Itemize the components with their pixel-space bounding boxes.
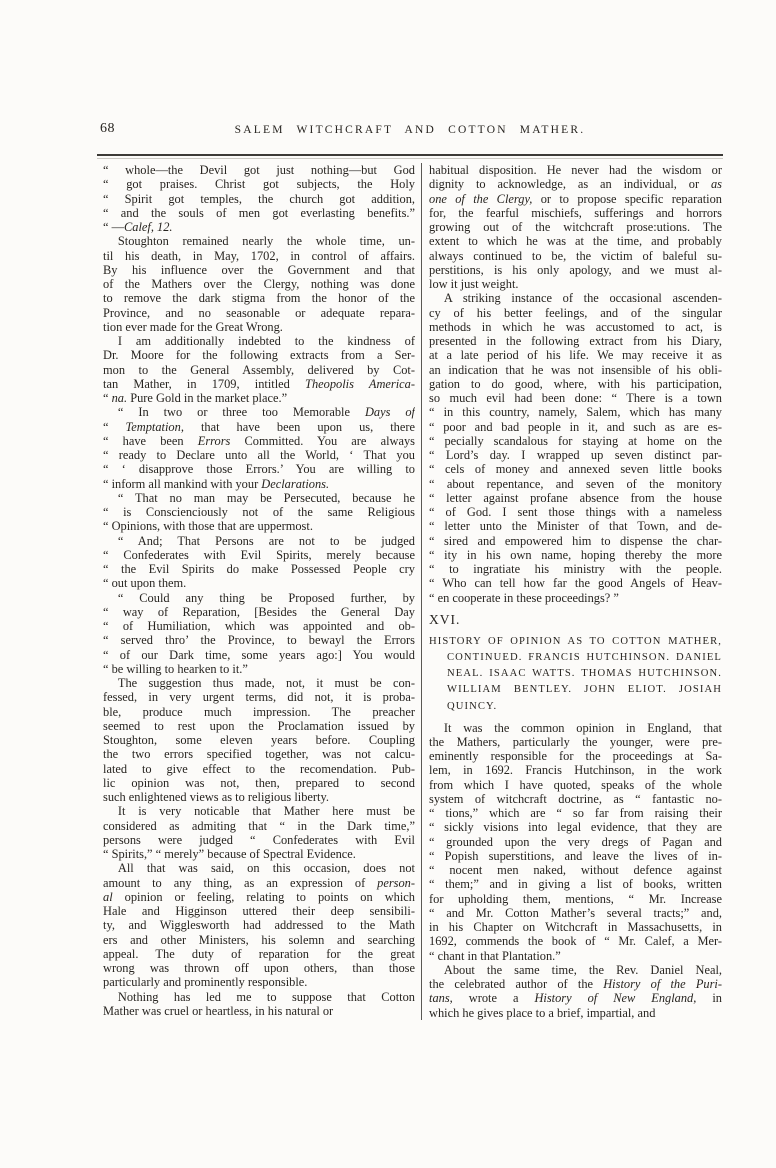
text-line <box>103 733 415 747</box>
text-line <box>103 1004 415 1018</box>
text-span: always continued to be, the victim of baleful su- <box>429 248 722 263</box>
text-span: About the same time, the Rev. Daniel Neal, <box>443 962 722 977</box>
text-span: ers and other Ministers, his solemn and searching <box>103 932 415 947</box>
text-span: appeal. The duty of reparation for the great <box>103 946 415 961</box>
text-span: in <box>696 991 722 1006</box>
text-line <box>103 291 415 305</box>
text-line <box>103 448 415 462</box>
text-span: HISTORY OF OPINION AS TO COTTON MATHER, <box>429 635 722 647</box>
text-line <box>103 690 415 704</box>
text-span: the Mathers, particularly the younger, were pre- <box>429 734 722 749</box>
text-line <box>429 562 722 576</box>
text-span: Province, and no seasonable or adequate repara- <box>103 305 415 320</box>
text-span: ty, and Wigglesworth had addressed to the Math <box>103 918 415 933</box>
text-span: dignity to acknowledge, as an individual, or <box>429 177 711 192</box>
text-span: “ Confederates with Evil Spirits, merely because <box>103 547 415 562</box>
italic-text: History of New England, <box>534 991 697 1006</box>
text-span: of the Mathers over the Clergy, nothing was done <box>103 277 415 291</box>
text-span: “ about repentance, and seven of the monitory <box>429 476 722 491</box>
text-span: “ sickly visions into legal evidence, that they are <box>429 820 722 835</box>
text-line <box>103 206 415 220</box>
text-line <box>429 778 722 792</box>
text-line <box>103 847 415 861</box>
text-span: in his Chapter on Witchcraft in Massachusetts, in <box>429 920 722 935</box>
text-span: presented in the following extract from his Diary, <box>429 334 722 348</box>
text-line <box>429 177 722 191</box>
text-span: lic opinion was not, then, prepared to second <box>103 775 415 790</box>
text-span: perstitions, is his only apology, and we must al- <box>429 262 722 277</box>
text-line <box>103 890 415 904</box>
text-span: gation to do good, where, with his participation, <box>429 376 722 391</box>
text-line <box>103 249 415 263</box>
text-span: “ Who can tell how far the good Angels of Heav- <box>429 576 722 591</box>
paragraph <box>429 963 722 1020</box>
text-line <box>103 334 415 348</box>
text-line <box>103 790 415 804</box>
text-line <box>103 220 415 234</box>
text-line <box>429 650 722 666</box>
text-span: habitual disposition. He never had the wisdom or <box>429 163 722 177</box>
text-span: “ Popish superstitions, and leave the lives of in- <box>429 848 722 863</box>
text-span: the celebrated author of the <box>429 977 604 992</box>
text-span: Mather was cruel or heartless, in his natural or <box>103 1003 334 1018</box>
text-span: A striking instance of the occasional ascenden- <box>443 291 722 306</box>
text-line <box>103 918 415 932</box>
text-span: “ the Evil Spirits do make Possessed People cry <box>103 562 415 576</box>
text-line <box>103 804 415 818</box>
text-line <box>429 491 722 505</box>
text-line <box>429 682 722 698</box>
text-span: I am additionally indebted to the kindness of <box>117 334 415 348</box>
header-rule-echo <box>97 158 723 159</box>
text-line <box>103 961 415 975</box>
text-span: “ way of Reparation, [Besides the General Day <box>103 604 415 619</box>
text-span: CONTINUED. FRANCIS HUTCHINSON. DANIEL <box>447 651 722 663</box>
quote-paragraph <box>103 591 415 677</box>
text-span: tion ever made for the Great Wrong. <box>103 319 283 334</box>
text-line <box>103 405 415 419</box>
text-span: from which I have quoted, speaks of the whole <box>429 777 722 792</box>
text-span: “ sired and empowered him to dispense the char- <box>429 533 722 548</box>
text-span: wrote a <box>452 991 535 1006</box>
text-span: “ in this country, namely, Salem, which has many <box>429 405 722 420</box>
text-span: methods in which he was accustomed to act, is <box>429 319 722 334</box>
text-span: cy of his better feelings, and of the singular <box>429 305 722 320</box>
text-span: “ served thro’ the Province, to bewayl the Errors <box>103 633 415 648</box>
text-line <box>103 348 415 362</box>
italic-text: History of the Puri- <box>603 977 722 992</box>
text-span: “ <box>103 391 112 405</box>
paragraph <box>429 163 722 291</box>
text-span: QUINCY. <box>447 700 498 712</box>
text-span: wrong was thrown off upon others, than those <box>103 961 415 975</box>
text-line <box>429 377 722 391</box>
text-span: particularly and prominently responsible. <box>103 975 308 990</box>
text-span: “ chant in that Plantation.” <box>429 948 561 963</box>
text-span: “ whole—the Devil got just nothing—but God <box>103 163 415 177</box>
text-line <box>429 263 722 277</box>
header-rule <box>97 154 723 156</box>
text-span: “ and Mr. Cotton Mather’s several tracts;” and, <box>429 905 722 920</box>
text-span: “ ready to Declare unto all the World, ‘ That you <box>103 448 415 462</box>
text-line <box>103 648 415 662</box>
text-span: “ en cooperate in these proceedings? ” <box>429 590 619 605</box>
chapter-number <box>429 611 722 628</box>
text-span: “ and the souls of men got everlasting benefits.” <box>103 205 415 220</box>
quote-paragraph <box>103 534 415 591</box>
text-line <box>429 820 722 834</box>
text-line <box>429 591 722 605</box>
text-line <box>429 1006 722 1020</box>
text-span: XVI. <box>429 611 461 627</box>
text-span: “ That no man may be Persecuted, because he <box>117 490 415 505</box>
text-span: “ cels of money and annexed seven little books <box>429 462 722 477</box>
paragraph <box>103 334 415 405</box>
text-span: NEAL. ISAAC WATTS. THOMAS HUTCHINSON. <box>447 668 722 680</box>
text-line <box>429 448 722 462</box>
text-line <box>429 863 722 877</box>
text-span: The suggestion thus made, not, it must be con- <box>117 676 415 690</box>
text-span: “ tions,” which are “ so far from raising their <box>429 806 722 821</box>
text-span: for upholding them, mentions, “ Mr. Increase <box>429 891 722 906</box>
text-span: seemed to rest upon the Proclamation issued by <box>103 718 415 733</box>
text-line <box>103 548 415 562</box>
text-span: growing out of the witchcraft prose:utions. The <box>429 220 722 234</box>
italic-text: Days of <box>364 405 415 420</box>
text-line <box>103 719 415 733</box>
text-line <box>429 391 722 405</box>
text-span: tan Mather, in 1709, intitled <box>103 376 306 391</box>
text-line <box>103 933 415 947</box>
text-span: “ poor and bad people in it, and such as are es- <box>429 419 722 434</box>
text-line <box>429 611 722 628</box>
text-line <box>103 904 415 918</box>
text-span: “ In two or three too Memorable <box>117 405 365 420</box>
text-span: “ of our Dark time, some years ago:] You would <box>103 647 415 662</box>
text-line <box>429 699 722 715</box>
text-line <box>429 949 722 963</box>
text-line <box>429 977 722 991</box>
text-line <box>429 420 722 434</box>
text-span: 1692, commends the book of “ Mr. Calef, a Mer- <box>429 934 722 949</box>
text-line <box>103 975 415 989</box>
text-line <box>429 477 722 491</box>
text-span: WILLIAM BENTLEY. JOHN ELIOT. JOSIAH <box>447 684 722 696</box>
text-line <box>103 990 415 1004</box>
text-span: to remove the dark stigma from the honor of the <box>103 291 415 306</box>
italic-text: one of the Clergy, <box>429 191 533 206</box>
text-columns <box>103 163 722 1020</box>
italic-text: al <box>103 889 113 904</box>
text-span: “ ity in his own name, hoping thereby the more <box>429 547 722 562</box>
text-span: “ inform all mankind with your <box>103 476 262 491</box>
text-line <box>429 763 722 777</box>
text-span: “ Spirits,” “ merely” because of Spectral Evidence. <box>103 847 356 861</box>
page-number: 68 <box>100 121 115 136</box>
italic-text: Temptation, <box>125 419 184 434</box>
text-span: eminently responsible for the proceedings at Sa- <box>429 749 722 764</box>
text-span: “ to ingratiate his ministry with the people. <box>429 562 722 576</box>
text-line <box>429 234 722 248</box>
text-span: “ Opinions, with those that are uppermost. <box>103 519 313 534</box>
paragraph <box>103 990 415 1019</box>
text-span: “ Could any thing be Proposed further, by <box>117 590 415 605</box>
text-line <box>103 491 415 505</box>
text-line <box>103 320 415 334</box>
text-span: persons were judged “ Confederates with Evil <box>103 832 415 847</box>
text-span: It is very noticable that Mather here must be <box>117 804 415 819</box>
text-line <box>429 666 722 682</box>
text-span: or to propose specific reparation <box>532 191 722 206</box>
text-span: mon to the General Assembly, delivered by Cot- <box>103 362 415 377</box>
text-line <box>103 192 415 206</box>
text-line <box>103 747 415 761</box>
text-line <box>103 263 415 277</box>
text-line <box>429 334 722 348</box>
text-line <box>103 306 415 320</box>
text-line <box>103 605 415 619</box>
text-span: “ be willing to hearken to it.” <box>103 661 248 676</box>
text-line <box>429 462 722 476</box>
text-span: Pure Gold in the market place.” <box>127 391 288 405</box>
text-span: lated to give effect to the recomendation. Pub- <box>103 761 415 776</box>
text-line <box>103 591 415 605</box>
text-span: “ is Conscienciously not of the same Religious <box>103 505 415 519</box>
text-line <box>429 405 722 419</box>
text-line <box>103 776 415 790</box>
text-span: for, the fearful mischiefs, sufferings and horrors <box>429 205 722 220</box>
text-span: “ Lord’s day. I wrapped up seven distinct par- <box>429 448 722 462</box>
section-heading <box>429 634 722 715</box>
text-line <box>429 291 722 305</box>
paragraph <box>103 234 415 334</box>
italic-text: Calef, 12. <box>124 220 173 234</box>
text-span: “ have been <box>103 433 198 448</box>
text-line <box>103 177 415 191</box>
text-span: Committed. You are always <box>230 433 415 448</box>
text-span: All that was said, on this occasion, does not <box>117 861 415 876</box>
text-span: system of witchcraft doctrine, as “ fantastic no- <box>429 791 722 806</box>
paragraph <box>103 861 415 989</box>
text-line <box>429 963 722 977</box>
text-line <box>429 277 722 291</box>
text-span: “ them;” and in giving a list of books, written <box>429 877 722 892</box>
text-span: considered as admiting that “ in the Dark time,” <box>103 818 415 833</box>
text-line <box>103 519 415 533</box>
text-line <box>429 534 722 548</box>
text-span: “ letter against profane absence from the house <box>429 490 722 505</box>
text-line <box>429 835 722 849</box>
text-line <box>103 676 415 690</box>
text-line <box>429 306 722 320</box>
italic-text: tans, <box>429 991 453 1006</box>
paragraph <box>429 291 722 605</box>
text-span: “ And; That Persons are not to be judged <box>117 533 415 548</box>
text-span: “ pecially scandalous for staying at home on the <box>429 433 722 448</box>
text-line <box>429 906 722 920</box>
text-line <box>103 576 415 590</box>
text-line <box>429 576 722 590</box>
text-line <box>429 505 722 519</box>
text-line <box>429 220 722 234</box>
text-line <box>429 934 722 948</box>
text-line <box>103 163 415 177</box>
text-span: “ Spirit got temples, the church got addition, <box>103 191 415 206</box>
text-line <box>429 434 722 448</box>
italic-text: Errors <box>197 433 231 448</box>
text-span: “ nocent men naked, without defence against <box>429 863 722 878</box>
text-line <box>429 249 722 263</box>
text-span: an indication that he was not insensible of his obli- <box>429 362 722 377</box>
text-line <box>429 348 722 362</box>
text-line <box>429 548 722 562</box>
text-line <box>429 363 722 377</box>
italic-text: as <box>710 177 722 192</box>
text-line <box>429 192 722 206</box>
text-line <box>429 991 722 1005</box>
text-line <box>429 634 722 650</box>
text-line <box>429 877 722 891</box>
text-span: low it just weight. <box>429 277 519 291</box>
text-line <box>103 633 415 647</box>
paragraph <box>429 721 722 963</box>
text-span: extent to which he was at the time, and probably <box>429 234 722 249</box>
text-line <box>103 619 415 633</box>
text-line <box>429 806 722 820</box>
text-line <box>429 206 722 220</box>
text-span: Nothing has led me to suppose that Cotton <box>117 989 415 1004</box>
text-line <box>103 705 415 719</box>
text-span: fessed, in very urgent terms, did not, it is proba- <box>103 690 415 705</box>
text-line <box>103 391 415 405</box>
text-span: the two errors specified together, was not calcu- <box>103 747 415 762</box>
text-span: “ grounded upon the very dregs of Pagan and <box>429 834 722 849</box>
text-line <box>103 505 415 519</box>
text-line <box>103 662 415 676</box>
text-line <box>103 876 415 890</box>
text-line <box>103 534 415 548</box>
paragraph <box>103 804 415 861</box>
text-line <box>103 861 415 875</box>
italic-text: Theopolis America- <box>305 376 415 391</box>
text-line <box>429 892 722 906</box>
text-span: “ of God. I sent those things with a nameless <box>429 505 722 519</box>
italic-text: Declarations. <box>261 476 330 491</box>
column-divider <box>421 163 422 1020</box>
text-span: “ <box>103 419 126 434</box>
text-span: “ of Humiliation, which was appointed and ob- <box>103 619 415 633</box>
text-line <box>103 277 415 291</box>
text-span: that have been upon us, there <box>183 419 415 434</box>
text-span: Dr. Moore for the following extracts from a Ser- <box>103 348 415 363</box>
running-head: SALEM WITCHCRAFT AND COTTON MATHER. <box>234 124 586 136</box>
text-line <box>103 562 415 576</box>
text-line <box>429 320 722 334</box>
text-span: Stoughton remained nearly the whole time, un- <box>117 234 415 249</box>
text-line <box>103 462 415 476</box>
text-line <box>103 947 415 961</box>
text-line <box>103 363 415 377</box>
quote-paragraph <box>103 163 415 234</box>
text-span: lem, in 1692. Francis Hutchinson, in the work <box>429 763 722 778</box>
text-line <box>103 234 415 248</box>
text-span: By his influence over the Government and that <box>103 262 415 277</box>
text-span: It was the common opinion in England, that <box>443 720 722 735</box>
text-line <box>429 849 722 863</box>
italic-text: na. <box>111 391 128 405</box>
italic-text: person- <box>377 875 415 890</box>
text-line <box>429 163 722 177</box>
quote-paragraph <box>103 405 415 491</box>
text-span: til his death, in May, 1702, in control of affairs. <box>103 248 415 263</box>
text-line <box>103 833 415 847</box>
text-line <box>103 819 415 833</box>
text-line <box>103 420 415 434</box>
right-column <box>429 163 722 1020</box>
text-span: Stoughton, some eleven years before. Coupling <box>103 733 415 747</box>
text-line <box>429 792 722 806</box>
text-span: at a late period of his life. We may receive it as <box>429 348 722 363</box>
text-span: “ letter unto the Minister of that Town, and de- <box>429 519 722 534</box>
text-line <box>429 721 722 735</box>
text-span: “ got praises. Christ got subjects, the Holy <box>103 177 415 192</box>
text-span: so much evil had been done: “ There is a town <box>429 391 722 405</box>
text-span: “ — <box>103 220 124 234</box>
text-span: ble, produce much impression. The preacher <box>103 704 415 719</box>
text-line <box>429 519 722 533</box>
text-span: opinion or feeling, relating to points on which <box>112 889 415 904</box>
text-line <box>429 749 722 763</box>
text-line <box>103 377 415 391</box>
text-line <box>429 920 722 934</box>
text-line <box>429 735 722 749</box>
quote-paragraph <box>103 491 415 534</box>
text-line <box>103 477 415 491</box>
text-span: amount to any thing, as an expression of <box>103 875 378 890</box>
text-line <box>103 434 415 448</box>
paragraph <box>103 676 415 804</box>
text-span: “ out upon them. <box>103 576 187 591</box>
text-span: Hale and Higginson uttered their deep sensibili- <box>103 904 415 918</box>
text-span: “ ‘ disapprove those Errors.’ You are willing to <box>103 462 415 477</box>
left-column <box>103 163 415 1018</box>
text-span: such enlightened views as to religious liberty. <box>103 790 329 804</box>
text-line <box>103 762 415 776</box>
text-span: which he gives place to a brief, impartial, and <box>429 1005 656 1020</box>
